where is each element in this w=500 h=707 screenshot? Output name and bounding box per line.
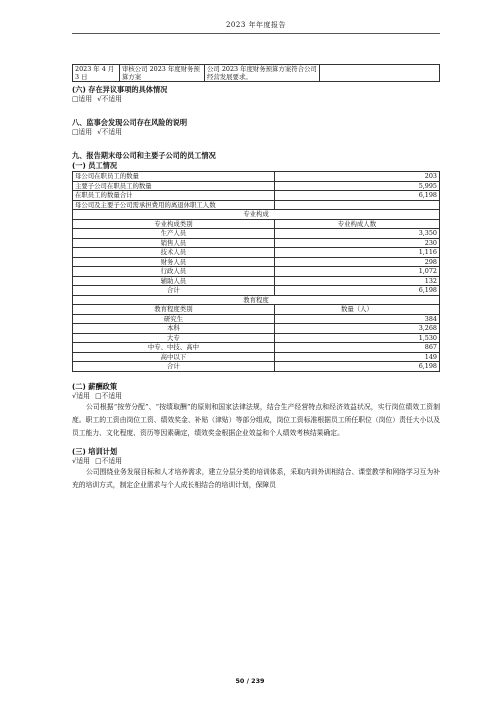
table-row xyxy=(73,200,440,210)
row-value: 867 xyxy=(274,343,439,353)
row-label: 高中以下 xyxy=(73,352,275,362)
row-value: 149 xyxy=(274,352,439,362)
row-value: 3,350 xyxy=(274,229,439,239)
row-value: 5,995 xyxy=(274,181,439,191)
table-row xyxy=(73,229,440,239)
table-row xyxy=(73,65,440,82)
row-value xyxy=(274,200,439,210)
row-label: 合计 xyxy=(73,362,275,372)
section-title-cell: 教育程度 xyxy=(73,295,440,305)
option-applicable: √适用 xyxy=(72,391,90,400)
training-plan-text: 公司围绕业务发展目标和人才培养需求，建立分层分类的培训体系，采取内训外训相结合、课堂教学和网络学习互为补充的培训方式，制定企业需求与个人成长相结合的培训计划，保障员 xyxy=(72,467,440,490)
board-meeting-table xyxy=(72,64,440,82)
row-label: 行政人员 xyxy=(73,267,275,277)
applicability-options xyxy=(72,457,440,466)
column-header: 专业构成人数 xyxy=(274,219,439,229)
table-row xyxy=(73,191,440,201)
table-row xyxy=(73,276,440,286)
row-value: 1,530 xyxy=(274,333,439,343)
row-value: 3,268 xyxy=(274,324,439,334)
option-applicable: □适用 xyxy=(72,95,93,103)
option-not-applicable: √不适用 xyxy=(97,95,122,103)
subsection-heading: (一) 员工情况 xyxy=(72,161,118,170)
row-label: 辅助人员 xyxy=(73,276,275,286)
page-header: 2023 年年度报告 xyxy=(72,20,440,34)
column-header: 专业构成类别 xyxy=(73,219,275,229)
table-row xyxy=(73,248,440,258)
table-row xyxy=(73,352,440,362)
row-label: 销售人员 xyxy=(73,238,275,248)
table-row xyxy=(73,238,440,248)
row-label: 研究生 xyxy=(73,314,275,324)
meeting-opinion: 公司 2023 年度财务预算方案符合公司经营发展要求。 xyxy=(205,65,320,82)
table-header-row xyxy=(73,305,440,315)
row-label: 技术人员 xyxy=(73,248,275,258)
section-heading: (六) 存在异议事项的具体情况 xyxy=(72,85,168,94)
table-row xyxy=(73,267,440,277)
row-value: 1,072 xyxy=(274,267,439,277)
table-section-title xyxy=(73,295,440,305)
applicability-options xyxy=(72,128,440,137)
subsection-heading: (三) 培训计划 xyxy=(72,446,118,456)
row-label: 财务人员 xyxy=(73,257,275,267)
section-title-cell: 专业构成 xyxy=(73,210,440,220)
table-row xyxy=(73,314,440,324)
option-not-applicable: □不适用 xyxy=(95,456,122,465)
table-header-row xyxy=(73,219,440,229)
table-row xyxy=(73,172,440,182)
table-row xyxy=(73,181,440,191)
row-label: 中专、中技、高中 xyxy=(73,343,275,353)
applicability-options xyxy=(72,95,440,104)
row-label: 合计 xyxy=(73,286,275,296)
row-value: 6,198 xyxy=(274,191,439,201)
row-label: 在职员工的数量合计 xyxy=(73,191,275,201)
row-value: 6,198 xyxy=(274,362,439,372)
row-value: 1,116 xyxy=(274,248,439,258)
column-header: 教育程度类别 xyxy=(73,305,275,315)
row-value: 203 xyxy=(274,172,439,182)
meeting-date: 2023 年 4 月 3 日 xyxy=(73,65,120,82)
section-heading: 八、监事会发现公司存在风险的说明 xyxy=(72,118,188,127)
subsection-heading: (二) 薪酬政策 xyxy=(72,381,118,391)
option-applicable: √适用 xyxy=(72,456,90,465)
row-label: 母公司及主要子公司需承担费用的离退休职工人数 xyxy=(73,200,275,210)
applicability-options xyxy=(72,392,440,401)
meeting-item: 审核公司 2023 年度财务预算方案 xyxy=(120,65,205,82)
row-value: 384 xyxy=(274,314,439,324)
option-applicable: □适用 xyxy=(72,128,93,136)
table-row xyxy=(73,333,440,343)
section-heading: 九、报告期末母公司和主要子公司的员工情况 xyxy=(72,151,216,160)
row-value: 298 xyxy=(274,257,439,267)
option-not-applicable: √不适用 xyxy=(97,128,122,136)
row-label: 母公司在职员工的数量 xyxy=(73,172,275,182)
staff-table xyxy=(72,171,440,372)
table-row xyxy=(73,257,440,267)
row-label: 生产人员 xyxy=(73,229,275,239)
row-value: 230 xyxy=(274,238,439,248)
table-row xyxy=(73,343,440,353)
page-number: 50 / 239 xyxy=(235,677,265,685)
row-label: 大专 xyxy=(73,333,275,343)
row-label: 主要子公司在职员工的数量 xyxy=(73,181,275,191)
row-label: 本科 xyxy=(73,324,275,334)
table-row xyxy=(73,324,440,334)
option-not-applicable: □不适用 xyxy=(95,391,122,400)
row-value: 132 xyxy=(274,276,439,286)
table-row xyxy=(73,286,440,296)
pay-policy-text: 公司根据“按劳分配”、“按绩取酬”的原则和国家法律法规，结合生产经营特点和经济效益状况，实行岗位绩效工资制度。职工的工资由岗位工资、绩效奖金、补贴（津贴）等部分组成，岗位工资标准根据员工所任职位（岗位）责任大小以及员工能力、文化程度、资历等因素确定，绩效奖金根据企业效益和个人绩效考核结果确定。 xyxy=(72,402,440,438)
row-value: 6,198 xyxy=(274,286,439,296)
column-header: 数量（人） xyxy=(274,305,439,315)
empty-cell xyxy=(320,65,440,82)
table-row xyxy=(73,362,440,372)
page-content xyxy=(72,64,440,493)
table-section-title xyxy=(73,210,440,220)
